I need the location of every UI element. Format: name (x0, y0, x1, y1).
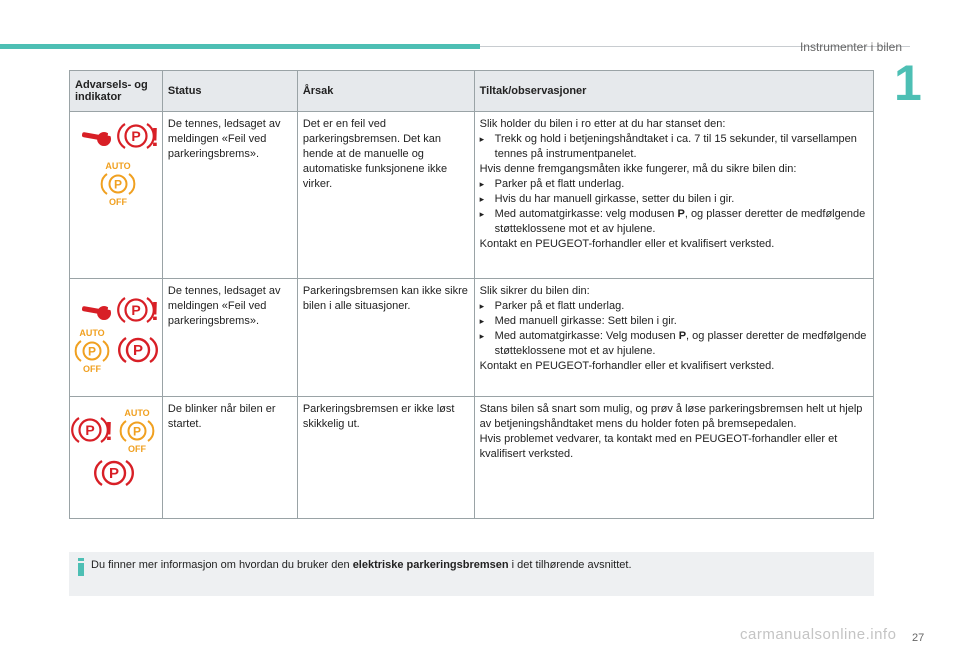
info-box (69, 552, 874, 596)
svg-text:P: P (132, 424, 142, 439)
column-header: Tiltak/observasjoner (474, 71, 873, 112)
action-line (480, 359, 868, 374)
action-line (480, 432, 868, 462)
page-number: 27 (912, 632, 925, 644)
actions-cell (474, 397, 873, 519)
action-bullet (480, 329, 868, 359)
info-text (91, 559, 632, 571)
table-header-row (70, 71, 874, 112)
svg-text:OFF: OFF (83, 364, 101, 374)
indicator-icons-cell (70, 397, 163, 519)
action-bullet (480, 207, 868, 237)
action-text: Hvis problemet vedvarer, ta kontakt med en PEUGEOT-forhandler eller et kvalifisert verksted. (479, 433, 838, 460)
svg-text:P: P (131, 128, 141, 144)
bullet-arrow-icon: ▸ (479, 316, 485, 326)
indicator-icons-cell (70, 279, 163, 397)
parking-brake-fault-icon (72, 413, 112, 447)
action-text: Hvis denne fremgangsmåten ikke fungerer, må du sikre bilen din: (479, 163, 797, 175)
svg-text:P: P (108, 465, 120, 482)
actions-cell (474, 279, 873, 397)
watermark: carmanualsonline.info (740, 626, 897, 643)
svg-text:!: ! (150, 122, 160, 152)
action-line (480, 237, 868, 252)
column-header: Status (162, 71, 297, 112)
action-text: Hvis du har manuell girkasse, setter du bilen i gir. (494, 193, 735, 205)
action-text: Slik sikrer du bilen din: (479, 285, 590, 297)
action-text: Kontakt en PEUGEOT-forhandler eller et kvalifisert verksted. (479, 360, 775, 372)
chapter-number: 1 (894, 55, 922, 111)
action-text: , og plasser deretter de medfølgende støtteklossene mot et av hjulene. (494, 330, 867, 357)
action-bullet (480, 192, 868, 207)
action-bullet (480, 132, 868, 162)
action-text: Kontakt en PEUGEOT-forhandler eller et kvalifisert verksted. (479, 238, 775, 250)
actions-cell (474, 112, 873, 279)
action-bullet (480, 314, 868, 329)
column-header: Årsak (297, 71, 474, 112)
status-cell: De tennes, ledsaget av meldingen «Feil ved parkeringsbrems». (162, 112, 297, 279)
bullet-arrow-icon: ▸ (479, 194, 485, 204)
action-text: Trekk og hold i betjeningshåndtaket i ca. 7 til 15 sekunder, til varsellampen tennes på instrumentpanelet. (494, 133, 857, 160)
action-text: , og plasser deretter de medfølgende støtteklossene mot et av hjulene. (494, 208, 866, 235)
bullet-arrow-icon: ▸ (479, 209, 485, 219)
table-row (70, 112, 874, 279)
action-text-bold: P (677, 208, 685, 220)
svg-text:AUTO: AUTO (105, 161, 131, 171)
svg-text:P: P (113, 177, 123, 192)
cause-cell: Det er en feil ved parkeringsbremsen. Det kan hende at de manuelle og automatiske funksjonene ikke virker. (297, 112, 474, 279)
bullet-arrow-icon: ▸ (479, 179, 485, 189)
status-cell: De blinker når bilen er startet. (162, 397, 297, 519)
table-row (70, 279, 874, 397)
section-title: Instrumenter i bilen (799, 40, 902, 54)
svg-text:AUTO: AUTO (124, 408, 150, 418)
info-text-bold: elektriske parkeringsbremsen (352, 559, 509, 571)
action-line (480, 402, 868, 432)
action-line (480, 162, 868, 177)
action-text: Parker på et flatt underlag. (494, 300, 625, 312)
action-text: Med automatgirkasse: velg modusen (494, 208, 678, 220)
info-icon (76, 558, 86, 581)
svg-text:!: ! (150, 296, 160, 326)
parking-brake-fault-icon (118, 293, 158, 327)
action-text: Med manuell girkasse: Sett bilen i gir. (494, 315, 677, 327)
parking-brake-icon (95, 457, 133, 489)
svg-text:P: P (131, 302, 141, 318)
wrench-icon (80, 300, 118, 320)
wrench-icon (80, 126, 118, 146)
action-text: Stans bilen så snart som mulig, og prøv å løse parkeringsbremsen helt ut hjelp av betjeningshåndtaket mens du holder foten på bremsepedalen. (479, 403, 863, 430)
bullet-arrow-icon: ▸ (479, 331, 485, 341)
auto-p-off-icon (120, 407, 154, 453)
svg-text:P: P (85, 422, 95, 438)
bullet-arrow-icon: ▸ (479, 134, 485, 144)
cause-cell: Parkeringsbremsen kan ikke sikre bilen i alle situasjoner. (297, 279, 474, 397)
svg-text:OFF: OFF (109, 197, 127, 207)
info-text-part: Du finner mer informasjon om hvordan du bruker den (91, 559, 353, 571)
header-accent-bar (0, 44, 480, 49)
info-text-part: i det tilhørende avsnittet. (508, 559, 632, 571)
svg-text:P: P (132, 342, 144, 359)
table-row (70, 397, 874, 519)
column-header: Advarsels- og indikator (70, 71, 163, 112)
action-bullet (480, 299, 868, 314)
bullet-arrow-icon: ▸ (479, 301, 485, 311)
auto-p-off-icon (75, 327, 109, 373)
indicator-icons-cell (70, 112, 163, 279)
svg-text:AUTO: AUTO (79, 328, 105, 338)
svg-text:P: P (87, 344, 97, 359)
action-text-bold: P (678, 330, 687, 342)
action-text: Slik holder du bilen i ro etter at du har stanset den: (479, 118, 726, 130)
warning-table (69, 70, 874, 519)
action-line (480, 117, 868, 132)
action-text: Parker på et flatt underlag. (494, 178, 625, 190)
auto-p-off-icon (101, 160, 135, 206)
action-bullet (480, 177, 868, 192)
svg-text:OFF: OFF (128, 444, 146, 454)
parking-brake-fault-icon (118, 119, 158, 153)
svg-text:!: ! (104, 416, 114, 446)
action-line (480, 284, 868, 299)
cause-cell: Parkeringsbremsen er ikke løst skikkelig ut. (297, 397, 474, 519)
parking-brake-icon (119, 334, 157, 366)
status-cell: De tennes, ledsaget av meldingen «Feil ved parkeringsbrems». (162, 279, 297, 397)
action-text: Med automatgirkasse: Velg modusen (494, 330, 679, 342)
